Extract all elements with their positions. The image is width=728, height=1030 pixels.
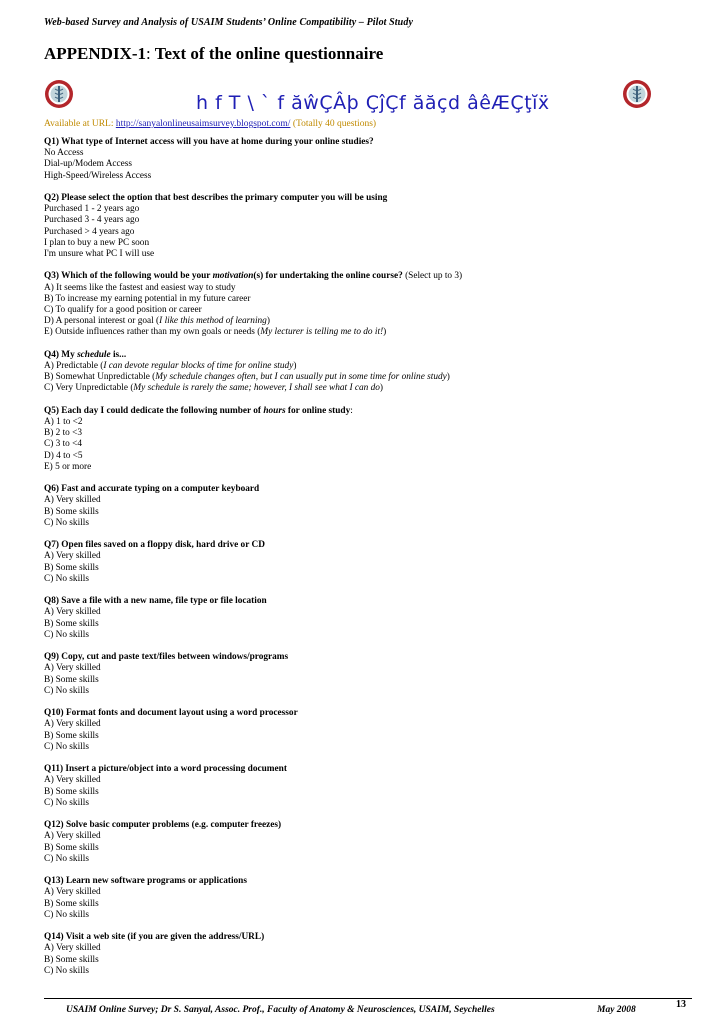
question-block	[44, 484, 684, 529]
answer-text-run: B) Some skills	[44, 562, 99, 573]
answer-option	[44, 731, 684, 742]
answer-option	[44, 551, 684, 562]
answer-option	[44, 910, 684, 921]
answer-option	[44, 854, 684, 865]
question-text-run: for online study	[285, 405, 351, 416]
answer-text-run: A) Very skilled	[44, 775, 101, 786]
page-number: 13	[676, 999, 686, 1010]
answer-text-run: I like this method of learning	[159, 316, 267, 327]
question-block	[44, 350, 684, 395]
answer-option	[44, 283, 684, 294]
answer-option	[44, 439, 684, 450]
answer-text-run: My lecturer is telling me to do it!	[260, 327, 384, 338]
question-block	[44, 764, 684, 809]
answer-text-run: C) No skills	[44, 629, 89, 640]
answer-option	[44, 663, 684, 674]
question-block	[44, 406, 684, 473]
answer-text-run: C) No skills	[44, 853, 89, 864]
answer-text-run: )	[446, 372, 450, 383]
answer-text-run: A) Very skilled	[44, 887, 101, 898]
answer-text-run: B) Some skills	[44, 674, 99, 685]
question-title	[44, 652, 684, 663]
answer-option	[44, 507, 684, 518]
answer-option	[44, 966, 684, 977]
answer-option	[44, 417, 684, 428]
answer-text-run: )	[379, 383, 384, 394]
answer-option	[44, 361, 684, 372]
question-text-run: Q8) Save a file with a new name, file type or file location	[44, 596, 267, 607]
answer-option	[44, 227, 684, 238]
answer-option	[44, 204, 684, 215]
appendix-separator: :	[146, 44, 151, 63]
answer-text-run: A) Very skilled	[44, 607, 101, 618]
question-text-run: is...	[110, 349, 127, 360]
answer-text-run: C) To qualify for a good position or career	[44, 305, 202, 316]
answer-text-run: B) Some skills	[44, 954, 99, 965]
answer-text-run: A) Very skilled	[44, 831, 101, 842]
question-text-run: hours	[263, 405, 286, 416]
answer-text-run: B) Somewhat Unpredictable (	[44, 372, 156, 383]
question-text-run: Q7) Open files saved on a floppy disk, hard drive or CD	[44, 540, 265, 551]
answer-option	[44, 787, 684, 798]
answer-option	[44, 899, 684, 910]
answer-option	[44, 831, 684, 842]
answer-option	[44, 148, 684, 159]
question-title	[44, 764, 684, 775]
question-text-run: Q2) Please select the option that best describes the primary computer you will be using	[44, 193, 388, 203]
answer-option	[44, 294, 684, 305]
answer-text-run: B) Some skills	[44, 506, 99, 517]
question-text-run: motivation	[212, 271, 254, 282]
question-text-run: Q12) Solve basic computer problems (e.g. computer freezes)	[44, 820, 282, 831]
appendix-title-text: Text of the online questionnaire	[154, 44, 384, 63]
question-text-run: Q13) Learn new software programs or applications	[44, 876, 247, 887]
answer-text-run: )	[266, 316, 270, 327]
answer-text-run: A) 1 to <2	[44, 417, 83, 428]
answer-text-run: E) Outside influences rather than my own goals or needs (	[44, 327, 261, 338]
question-block	[44, 193, 684, 260]
question-block	[44, 708, 684, 753]
answer-text-run: Dial-up/Modem Access	[44, 159, 133, 170]
footer-text: USAIM Online Survey; Dr S. Sanyal, Assoc. Prof., Faculty of Anatomy & Neurosciences, USAIM, Seychelles	[66, 1005, 495, 1015]
answer-text-run: B) Some skills	[44, 842, 99, 853]
answer-option	[44, 943, 684, 954]
question-text-run: Q11) Insert a picture/object into a word processing document	[44, 764, 287, 775]
answer-option	[44, 955, 684, 966]
question-title	[44, 540, 684, 551]
url-prefix: Available at URL:	[44, 119, 116, 129]
question-title	[44, 350, 684, 361]
question-title	[44, 596, 684, 607]
answer-text-run: )	[293, 361, 297, 372]
question-text-run: Q10) Format fonts and document layout using a word processor	[44, 708, 298, 719]
question-text-run: Q14) Visit a web site (if you are given the address/URL)	[44, 932, 265, 943]
question-text-run: schedule	[77, 349, 111, 360]
appendix-label: APPENDIX-1	[44, 44, 146, 63]
answer-text-run: C) No skills	[44, 573, 89, 584]
question-text-run: :	[350, 405, 353, 416]
answer-option	[44, 607, 684, 618]
garbled-banner-text: h f T \ ` f ăŵÇÂþ ÇĵÇf ăăçd âêÆÇţĭẍ	[196, 92, 550, 114]
answer-option	[44, 719, 684, 730]
question-text-run: Q6) Fast and accurate typing on a computer keyboard	[44, 484, 260, 495]
question-title	[44, 137, 684, 148]
survey-url-line	[44, 119, 376, 129]
question-block	[44, 932, 684, 977]
answer-option	[44, 372, 684, 383]
answer-text-run: C) No skills	[44, 909, 89, 920]
question-title	[44, 820, 684, 831]
questionnaire-list	[44, 137, 684, 988]
question-block	[44, 596, 684, 641]
answer-text-run: C) No skills	[44, 797, 89, 808]
answer-option	[44, 159, 684, 170]
answer-option	[44, 305, 684, 316]
answer-option	[44, 462, 684, 473]
question-text-run: Q9) Copy, cut and paste text/files between windows/programs	[44, 652, 289, 663]
university-seal-icon	[622, 79, 652, 109]
question-title	[44, 876, 684, 887]
answer-option	[44, 215, 684, 226]
question-title	[44, 406, 684, 417]
question-block	[44, 540, 684, 585]
question-text-run: (Select up to 3)	[402, 271, 463, 282]
answer-text-run: C) No skills	[44, 517, 89, 528]
answer-text-run: B) 2 to <3	[44, 428, 83, 439]
question-block	[44, 271, 684, 338]
answer-text-run: B) Some skills	[44, 898, 99, 909]
answer-option	[44, 775, 684, 786]
question-title	[44, 708, 684, 719]
answer-text-run: I plan to buy a new PC soon	[44, 237, 150, 248]
answer-text-run: Purchased 3 - 4 years ago	[44, 215, 140, 226]
answer-option	[44, 843, 684, 854]
answer-option	[44, 742, 684, 753]
question-title	[44, 193, 684, 204]
answer-text-run: B) Some skills	[44, 618, 99, 629]
answer-text-run: A) Very skilled	[44, 551, 101, 562]
answer-option	[44, 563, 684, 574]
question-text-run: Q5) Each day I could dedicate the following number of	[44, 405, 264, 416]
question-title	[44, 271, 684, 282]
answer-text-run: A) Very skilled	[44, 719, 101, 730]
answer-option	[44, 798, 684, 809]
answer-text-run: A) Very skilled	[44, 943, 101, 954]
question-text-run: Q1) What type of Internet access will you have at home during your online studies?	[44, 137, 374, 147]
answer-text-run: Purchased 1 - 2 years ago	[44, 204, 140, 215]
answer-text-run: My schedule changes often, but I can usually put in some time for online study	[155, 372, 447, 383]
question-text-run: Q4) My	[44, 349, 78, 360]
answer-option	[44, 428, 684, 439]
answer-text-run: B) Some skills	[44, 730, 99, 741]
answer-text-run: A) Very skilled	[44, 495, 101, 506]
answer-option	[44, 887, 684, 898]
answer-text-run: B) To increase my earning potential in my future career	[44, 293, 251, 304]
question-text-run: (s) for undertaking the online course?	[253, 271, 403, 282]
answer-text-run: C) 3 to <4	[44, 439, 83, 450]
answer-text-run: A) Very skilled	[44, 663, 101, 674]
answer-text-run: My schedule is rarely the same; however, I shall see what I can do	[133, 383, 380, 394]
answer-text-run: D) A personal interest or goal (	[44, 316, 160, 327]
answer-text-run: E) 5 or more	[44, 461, 92, 472]
answer-option	[44, 238, 684, 249]
answer-option	[44, 518, 684, 529]
answer-option	[44, 619, 684, 630]
answer-text-run: I'm unsure what PC I will use	[44, 249, 155, 260]
question-block	[44, 652, 684, 697]
answer-text-run: C) No skills	[44, 685, 89, 696]
answer-option	[44, 574, 684, 585]
answer-text-run: High-Speed/Wireless Access	[44, 170, 152, 181]
answer-option	[44, 316, 684, 327]
answer-option	[44, 686, 684, 697]
answer-text-run: A) It seems like the fastest and easiest way to study	[44, 282, 236, 293]
appendix-title	[44, 44, 383, 64]
answer-text-run: C) Very Unpredictable (	[44, 383, 134, 394]
question-block	[44, 820, 684, 865]
university-seal-icon	[44, 79, 74, 109]
answer-text-run: No Access	[44, 148, 84, 159]
answer-option	[44, 171, 684, 182]
survey-url-link[interactable]: http://sanyalonlineusaimsurvey.blogspot.com/	[115, 119, 291, 129]
answer-text-run: D) 4 to <5	[44, 450, 83, 461]
answer-text-run: Purchased > 4 years ago	[44, 226, 135, 237]
answer-text-run: )	[383, 327, 387, 338]
answer-option	[44, 383, 684, 394]
url-suffix: (Totally 40 questions)	[290, 119, 377, 129]
running-header: Web-based Survey and Analysis of USAIM Students’ Online Compatibility – Pilot Study	[44, 17, 413, 28]
answer-option	[44, 675, 684, 686]
question-block	[44, 876, 684, 921]
answer-text-run: A) Predictable (	[44, 361, 104, 372]
answer-text-run: C) No skills	[44, 965, 89, 976]
answer-text-run: I can devote regular blocks of time for online study	[103, 361, 294, 372]
question-title	[44, 484, 684, 495]
question-block	[44, 137, 684, 182]
answer-option	[44, 630, 684, 641]
answer-option	[44, 249, 684, 260]
question-title	[44, 932, 684, 943]
footer-date: May 2008	[597, 1005, 636, 1015]
answer-text-run: C) No skills	[44, 741, 89, 752]
answer-text-run: B) Some skills	[44, 786, 99, 797]
answer-option	[44, 495, 684, 506]
question-text-run: Q3) Which of the following would be your	[44, 271, 213, 282]
answer-option	[44, 451, 684, 462]
answer-option	[44, 327, 684, 338]
